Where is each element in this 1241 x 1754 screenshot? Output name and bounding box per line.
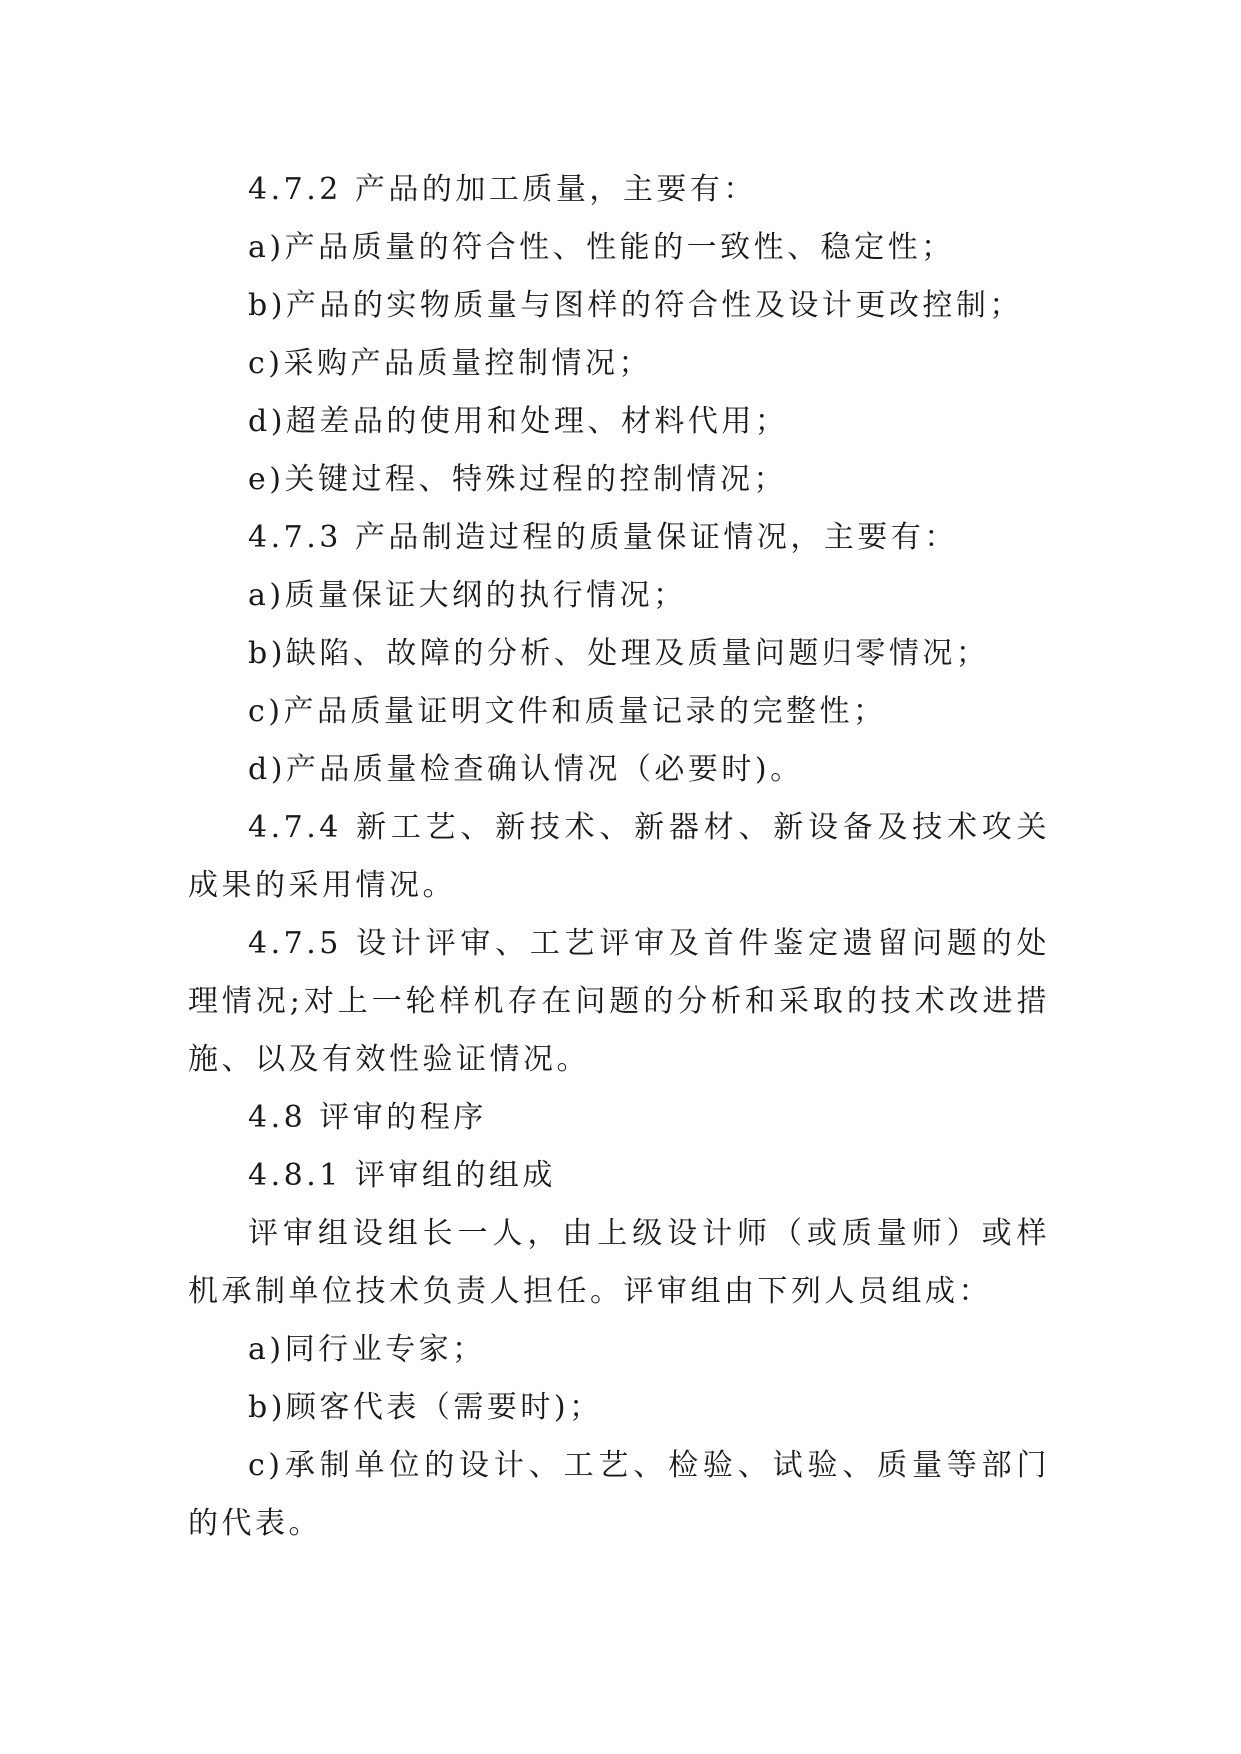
paragraph-4-7-5: 4.7.5 设计评审、工艺评审及首件鉴定遗留问题的处理情况;对上一轮样机存在问题的分析和采取的技术改进措施、以及有效性验证情况。 [188, 926, 1050, 1077]
list-item-d: d)产品质量检查确认情况（必要时)。 [248, 752, 804, 787]
section-heading-4-8: 4.8 评审的程序 [248, 1100, 487, 1135]
list-item-b: b)顾客代表（需要时)； [248, 1390, 603, 1425]
list-item-a: a)同行业专家； [248, 1332, 486, 1367]
list-item-e: e)关键过程、特殊过程的控制情况； [248, 462, 787, 497]
section-heading-4-8-1: 4.8.1 评审组的组成 [248, 1158, 556, 1193]
paragraph-4-7-4: 4.7.4 新工艺、新技术、新器材、新设备及技术攻关成果的采用情况。 [188, 810, 1050, 903]
paragraph-4-7-3: 4.7.3 产品制造过程的质量保证情况，主要有： [248, 520, 958, 555]
list-item-c: c)承制单位的设计、工艺、检验、试验、质量等部门的代表。 [188, 1448, 1050, 1541]
list-item-b: b)缺陷、故障的分析、处理及质量问题归零情况； [248, 636, 990, 671]
list-item-d: d)超差品的使用和处理、材料代用； [248, 404, 789, 439]
list-item-a: a)产品质量的符合性、性能的一致性、稳定性； [248, 230, 955, 265]
list-item-b: b)产品的实物质量与图样的符合性及设计更改控制； [248, 288, 1023, 323]
paragraph-review-team: 评审组设组长一人，由上级设计师（或质量师）或样机承制单位技术负责人担任。评审组由下列人员组成： [188, 1216, 1050, 1309]
list-item-c: c)采购产品质量控制情况； [248, 346, 653, 381]
document-body [188, 161, 1050, 1553]
list-item-c: c)产品质量证明文件和质量记录的完整性； [248, 694, 887, 729]
list-item-a: a)质量保证大纲的执行情况； [248, 578, 687, 613]
paragraph-4-7-2: 4.7.2 产品的加工质量，主要有： [248, 172, 757, 207]
